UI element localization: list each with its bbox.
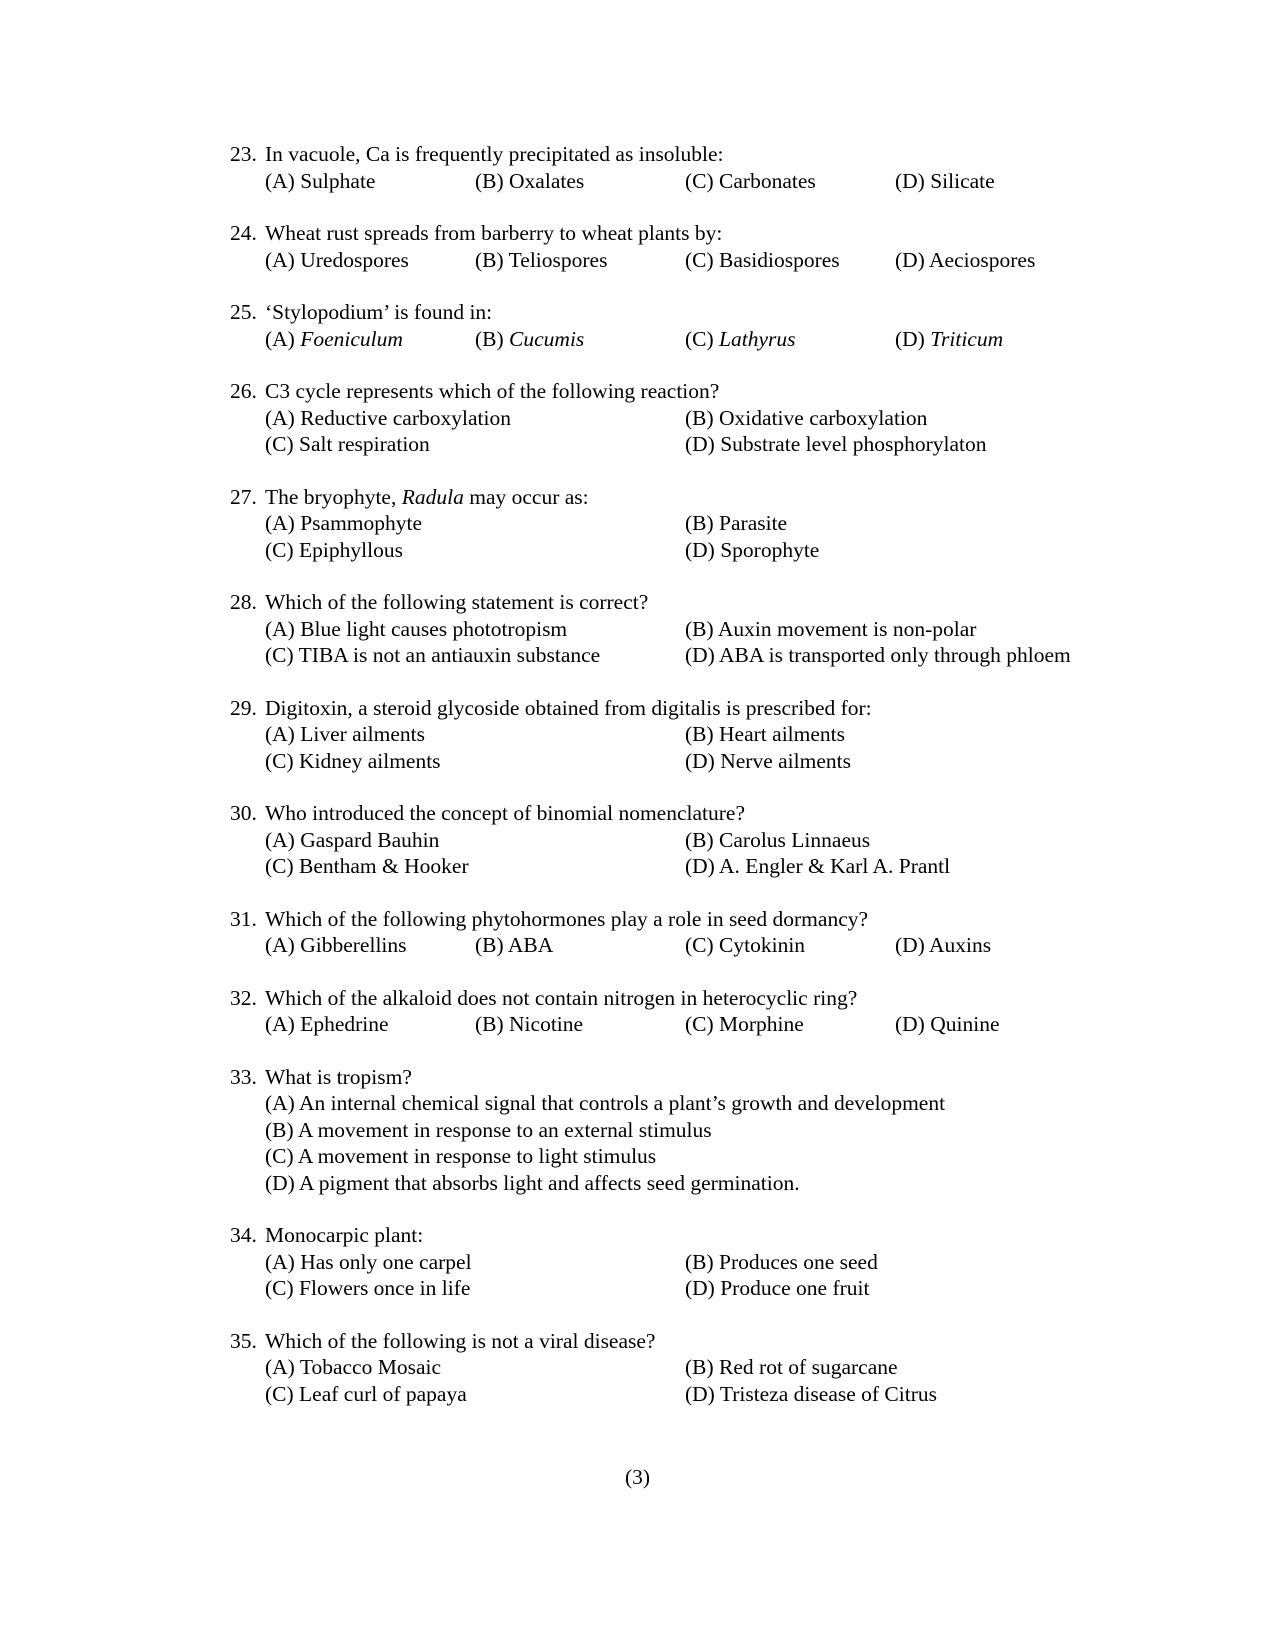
options [230, 405, 1240, 458]
option-a: (A) Gaspard Bauhin [265, 827, 440, 852]
question-stem [230, 1222, 1240, 1249]
options [230, 247, 1240, 274]
question-23 [230, 141, 1240, 194]
question-33 [230, 1064, 1240, 1197]
option-text: Cucumis [509, 326, 585, 351]
question-stem [230, 589, 1240, 616]
option-a: (A) Ephedrine [265, 1012, 389, 1036]
question-number: 26. [230, 379, 257, 403]
option-d: (D) Aeciospores [895, 247, 1036, 272]
option-label: (C) [685, 326, 714, 351]
option-d: (D) Nerve ailments [685, 748, 851, 773]
option-a: (A) Liver ailments [265, 722, 426, 746]
option-c: (C) Cytokinin [685, 933, 806, 957]
question-text: Monocarpic plant: [265, 1223, 424, 1247]
option-c [685, 326, 895, 353]
option-c: (C) Flowers once in life [265, 1276, 471, 1300]
option-d: (D) Substrate level phosphorylaton [685, 432, 987, 456]
question-stem [230, 985, 1240, 1012]
question-number: 30. [230, 801, 257, 825]
question-number: 29. [230, 695, 257, 720]
option-d: (D) Quinine [895, 1012, 1000, 1036]
question-stem [230, 1064, 1240, 1091]
question-number: 32. [230, 985, 257, 1010]
option-d: (D) Tristeza disease of Citrus [685, 1381, 937, 1406]
option-c: (C) Kidney ailments [265, 748, 441, 773]
option-b: (B) Produces one seed [685, 1249, 878, 1274]
option-label: (B) [475, 326, 504, 351]
question-number: 28. [230, 590, 257, 614]
option-a: (A) Blue light causes phototropism [265, 616, 568, 641]
option-a: (A) Reductive carboxylation [265, 405, 511, 430]
option-b: (B) Red rot of sugarcane [685, 1355, 898, 1379]
question-29 [230, 695, 1240, 775]
question-34 [230, 1222, 1240, 1302]
option-label: (A) [265, 326, 295, 351]
options [230, 1090, 1240, 1196]
option-b: (B) ABA [475, 933, 554, 957]
question-25 [230, 299, 1240, 352]
options [230, 827, 1240, 880]
question-number: 31. [230, 906, 257, 931]
option-text: Lathyrus [719, 326, 796, 351]
options [230, 168, 1240, 195]
option-c: (C) Carbonates [685, 168, 816, 193]
option-d: (D) A. Engler & Karl A. Prantl [685, 854, 951, 878]
option-d: (D) Sporophyte [685, 537, 820, 562]
option-d: (D) ABA is transported only through phloem [685, 643, 1071, 667]
question-text-pre: The bryophyte, [265, 484, 397, 509]
question-text: In vacuole, Ca is frequently precipitated as insoluble: [265, 142, 724, 166]
option-a: (A) Has only one carpel [265, 1249, 472, 1274]
question-number: 33. [230, 1064, 257, 1089]
option-b: (B) Oxalates [475, 168, 585, 193]
question-stem [230, 695, 1240, 722]
option-a: (A) Tobacco Mosaic [265, 1355, 442, 1379]
options [230, 326, 1240, 353]
options [230, 1249, 1240, 1302]
question-24 [230, 220, 1240, 273]
question-stem [230, 484, 1240, 511]
page-number: (3) [624, 1465, 651, 1489]
question-text-post: may occur as: [469, 484, 589, 509]
question-30 [230, 800, 1240, 880]
question-text: Wheat rust spreads from barberry to wheat plants by: [265, 221, 723, 245]
option-c: (C) A movement in response to light stimulus [265, 1144, 657, 1168]
question-stem [230, 906, 1240, 933]
option-b: (B) Auxin movement is non-polar [685, 616, 977, 641]
option-c: (C) TIBA is not an antiauxin substance [265, 643, 601, 667]
options [230, 1354, 1240, 1407]
option-d [895, 326, 1105, 353]
option-c: (C) Salt respiration [265, 432, 430, 456]
option-c: (C) Bentham & Hooker [265, 854, 469, 878]
option-c: (C) Morphine [685, 1012, 804, 1036]
question-stem [230, 220, 1240, 247]
option-d: (D) Auxins [895, 933, 992, 957]
option-b: (B) A movement in response to an external stimulus [265, 1117, 712, 1142]
options [230, 721, 1240, 774]
question-27 [230, 484, 1240, 564]
question-stem [230, 378, 1240, 405]
option-c: (C) Leaf curl of papaya [265, 1381, 467, 1406]
option-a: (A) Gibberellins [265, 933, 407, 957]
option-a: (A) Sulphate [265, 168, 376, 193]
options [230, 932, 1240, 959]
option-d: (D) A pigment that absorbs light and affects seed germination. [265, 1170, 800, 1195]
question-stem [230, 800, 1240, 827]
question-35 [230, 1328, 1240, 1408]
option-d: (D) Produce one fruit [685, 1276, 870, 1300]
option-a: (A) An internal chemical signal that controls a plant’s growth and development [265, 1091, 946, 1115]
options [230, 510, 1240, 563]
question-number: 34. [230, 1223, 257, 1247]
option-text: Foeniculum [300, 326, 403, 351]
option-b: (B) Teliospores [475, 247, 608, 272]
question-text: What is tropism? [265, 1064, 412, 1089]
question-text: C3 cycle represents which of the following reaction? [265, 379, 720, 403]
options [230, 616, 1240, 669]
question-32 [230, 985, 1240, 1038]
question-text: Which of the following is not a viral disease? [265, 1328, 656, 1353]
option-b: (B) Oxidative carboxylation [685, 405, 928, 430]
question-list [230, 141, 1240, 1433]
option-a: (A) Uredospores [265, 247, 409, 272]
question-text: Who introduced the concept of binomial nomenclature? [265, 801, 745, 825]
option-b [475, 326, 685, 353]
option-b: (B) Carolus Linnaeus [685, 827, 871, 852]
option-d: (D) Silicate [895, 168, 995, 193]
option-b: (B) Parasite [685, 511, 788, 535]
option-b: (B) Nicotine [475, 1012, 584, 1036]
options [230, 1011, 1240, 1038]
question-number: 35. [230, 1328, 257, 1353]
question-stem [230, 299, 1240, 326]
question-number: 24. [230, 221, 257, 245]
option-c: (C) Basidiospores [685, 247, 840, 272]
option-text: Triticum [930, 326, 1004, 351]
question-text-italic: Radula [401, 484, 464, 509]
option-a [265, 326, 475, 353]
question-text: ‘Stylopodium’ is found in: [265, 300, 493, 324]
question-text: Which of the following phytohormones play a role in seed dormancy? [265, 906, 869, 931]
question-31 [230, 906, 1240, 959]
question-text: Digitoxin, a steroid glycoside obtained from digitalis is prescribed for: [265, 695, 872, 720]
option-c: (C) Epiphyllous [265, 537, 403, 562]
option-a: (A) Psammophyte [265, 511, 423, 535]
question-stem [230, 1328, 1240, 1355]
option-b: (B) Heart ailments [685, 722, 846, 746]
question-number: 25. [230, 300, 257, 324]
option-label: (D) [895, 326, 925, 351]
question-text: Which of the following statement is correct? [265, 590, 649, 614]
question-number: 23. [230, 142, 257, 166]
question-28 [230, 589, 1240, 669]
question-text: Which of the alkaloid does not contain nitrogen in heterocyclic ring? [265, 985, 858, 1010]
question-stem [230, 141, 1240, 168]
question-26 [230, 378, 1240, 458]
question-number: 27. [230, 484, 257, 509]
